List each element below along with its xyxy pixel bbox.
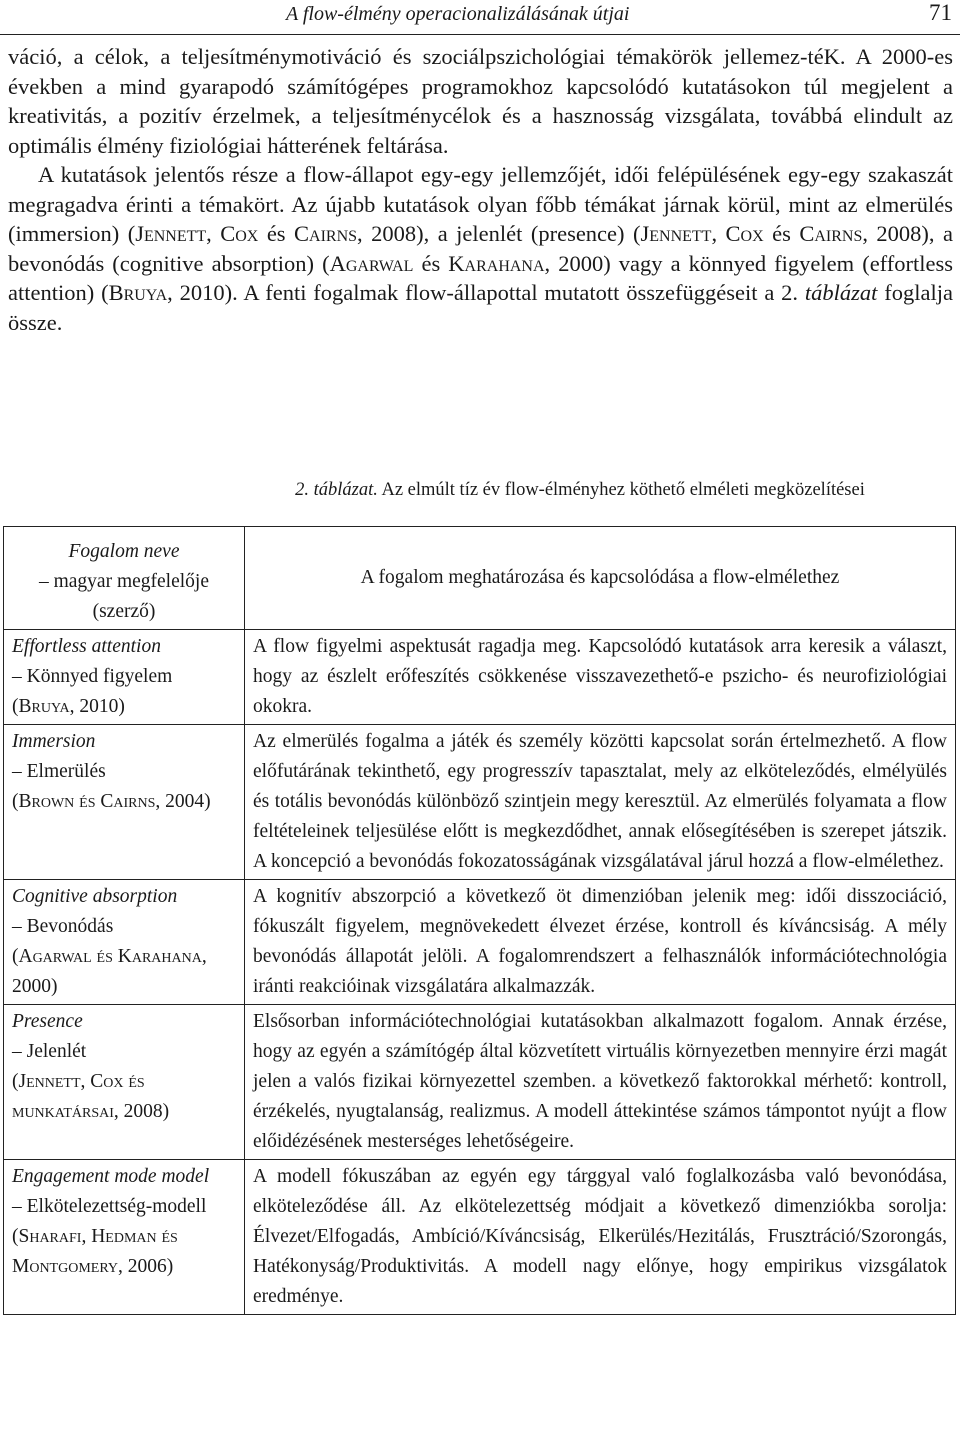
concept-english-name: Cognitive absorption <box>12 886 178 907</box>
definition-cell: A modell fókuszában az egyén egy tárggyal való foglalkozásba való bevonódása, elköteleződése áll. Az elkötelezettség módjait a következő dimenziókba sorolja: Élvezet/Elfogadás, Ambíció/Kíváncsiság, Elkerülés/Hezitálás, Frusztráció/Szorongás, Hatékonyság/Produktivitás. A modell nagy előnye, hogy empirikus vizsgálatok eredménye. <box>245 1160 956 1315</box>
text-run: és <box>413 250 449 276</box>
citation-author: Bruya <box>108 280 168 305</box>
concept-cell <box>4 630 245 725</box>
paragraph-1: váció, a célok, a teljesítménymotiváció és szociálpszichológiai témakörök jellemez-téK. A 2000-es években a mind gyarapodó számítógépes programokhoz kapcsolódó kutatásokon túl megjelent a kreativitás, a pozitív érzelmek, a teljesítménycélok és a hasznosság vizsgálata, továbbá elindult az optimális élmény fiziológiai hátterének feltárása. <box>8 44 953 158</box>
concept-reference: (Sharafi, Hedman és Montgomery, 2006) <box>12 1226 178 1277</box>
header-line-3: (szerző) <box>92 601 156 622</box>
text-run: , 2010). A fenti fogalmak flow-állapottal mutatott összefüggéseit a 2. <box>167 280 805 305</box>
running-title: A flow-élmény operacionalizálásának útjai <box>286 3 630 25</box>
header-line-2: – magyar megfelelője <box>38 571 209 592</box>
definition-cell: Az elmerülés fogalma a játék és személy közötti kapcsolat során értelmezhető. A flow előfutárának tekinthető, egy progresszív tapasztalat, mely az elköteleződés, elmélyülés és totális bevonódás különböző szintjein megy keresztül. Az elmerülés folyamata a flow feltételeinek teljesülése előtt is megkezdődhet, annak elősegítésében is szerepet játszik. A koncepció a bevonódás fokozatosságának vizsgálatával járul hozzá a flow-elmélethez. <box>245 725 956 880</box>
definition-cell: A kognitív abszorpció a következő öt dimenzióban jelenik meg: idői disszociáció, fókuszált figyelem, megnövekedett élvezet érzése, kontroll és kíváncsiság. A mély bevonódás állapotát jelöli. A fogalomrendszert a felhasználók információtechnológia iránti reakcióinak vizsgálatára alkalmazzák. <box>245 880 956 1005</box>
concept-english-name: Effortless attention <box>12 636 161 657</box>
header-definition: A fogalom meghatározása és kapcsolódása a flow-elmélethez <box>245 527 956 630</box>
text-run: és <box>763 221 800 246</box>
concept-english-name: Presence <box>12 1011 83 1032</box>
table-caption <box>0 480 960 501</box>
caption-label: 2. táblázat. <box>295 480 378 500</box>
concept-hungarian-name: – Könnyed figyelem <box>12 666 173 687</box>
concept-reference: (Bruya, 2010) <box>12 696 125 717</box>
page-header <box>0 0 960 34</box>
table-header-row <box>4 527 956 630</box>
text-run: A kutatások jelentős része a flow-állapot egy-egy jellemzőjét, idői felépülésének egy-egy szakaszát megragadva érinti a témakört. Az újabb kutatások olyan főbb témákat járnak körül, mint az elmerülés (immersion) ( <box>8 162 953 246</box>
text-run: és <box>258 221 295 246</box>
paragraph-2 <box>8 160 953 337</box>
citation-author: Jennett, Cox <box>640 221 764 246</box>
concept-reference: (Agarwal és Karahana, 2000) <box>12 946 207 997</box>
body-text <box>8 42 953 337</box>
definition-cell: A flow figyelmi aspektusát ragadja meg. Kapcsolódó kutatások arra keresik a választ, hogy az észlelt erőfeszítés csökkenése visszavezethető-e pszicho- és neurofiziológiai okokra. <box>245 630 956 725</box>
caption-text: Az elmúlt tíz év flow-élményhez köthető elméleti megközelítései <box>381 480 865 500</box>
page-number: 71 <box>929 0 952 25</box>
text-run: , 2000) vagy a könnyed figyelem (effortless attention) ( <box>8 250 954 305</box>
concept-reference: (Brown és Cairns, 2004) <box>12 791 211 812</box>
text-run: , 2008), a bevonódás (cognitive absorption) ( <box>8 221 953 276</box>
table-row <box>4 1160 956 1315</box>
concept-cell <box>4 1160 245 1315</box>
table-row <box>4 630 956 725</box>
table-row <box>4 725 956 880</box>
concept-hungarian-name: – Bevonódás <box>12 916 114 937</box>
concept-english-name: Engagement mode model <box>12 1166 210 1187</box>
citation-author: Cairns <box>294 221 358 246</box>
concept-hungarian-name: – Elmerülés <box>12 761 106 782</box>
concept-hungarian-name: – Elkötelezettség-modell <box>12 1196 207 1217</box>
citation-author: Cairns <box>799 221 863 246</box>
concept-cell <box>4 1005 245 1160</box>
header-concept-name <box>4 527 245 630</box>
citation-author: Karahana <box>448 250 545 276</box>
table-row <box>4 880 956 1005</box>
concept-english-name: Immersion <box>12 731 96 752</box>
citation-author: Jennett, Cox <box>135 221 259 246</box>
header-rule <box>0 34 960 35</box>
concept-cell <box>4 880 245 1005</box>
table-row <box>4 1005 956 1160</box>
concept-cell <box>4 725 245 880</box>
concept-reference: (Jennett, Cox és munkatársai, 2008) <box>12 1071 170 1122</box>
definition-cell: Elsősorban információtechnológiai kutatásokban alkalmazott fogalom. Annak érzése, hogy az egyén a számítógép által közvetített virtuális környezetben mennyire érzi magát jelen a valós fizikai környezettel szemben. a következő faktorokkal mérhető: kontroll, érzékelés, nyugtalanság, realizmus. A modell áttekintése számos támpontot nyújt a flow előidézésének mesterséges lehetőségeire. <box>245 1005 956 1160</box>
table-reference: táblázat <box>804 280 878 305</box>
text-run: , 2008), a jelenlét (presence) ( <box>357 221 641 246</box>
concepts-table <box>3 526 956 1315</box>
header-line-1: Fogalom neve <box>68 541 180 562</box>
concept-hungarian-name: – Jelenlét <box>12 1041 87 1062</box>
text-run: foglalja össze. <box>8 280 953 335</box>
citation-author: Agarwal <box>329 250 414 276</box>
